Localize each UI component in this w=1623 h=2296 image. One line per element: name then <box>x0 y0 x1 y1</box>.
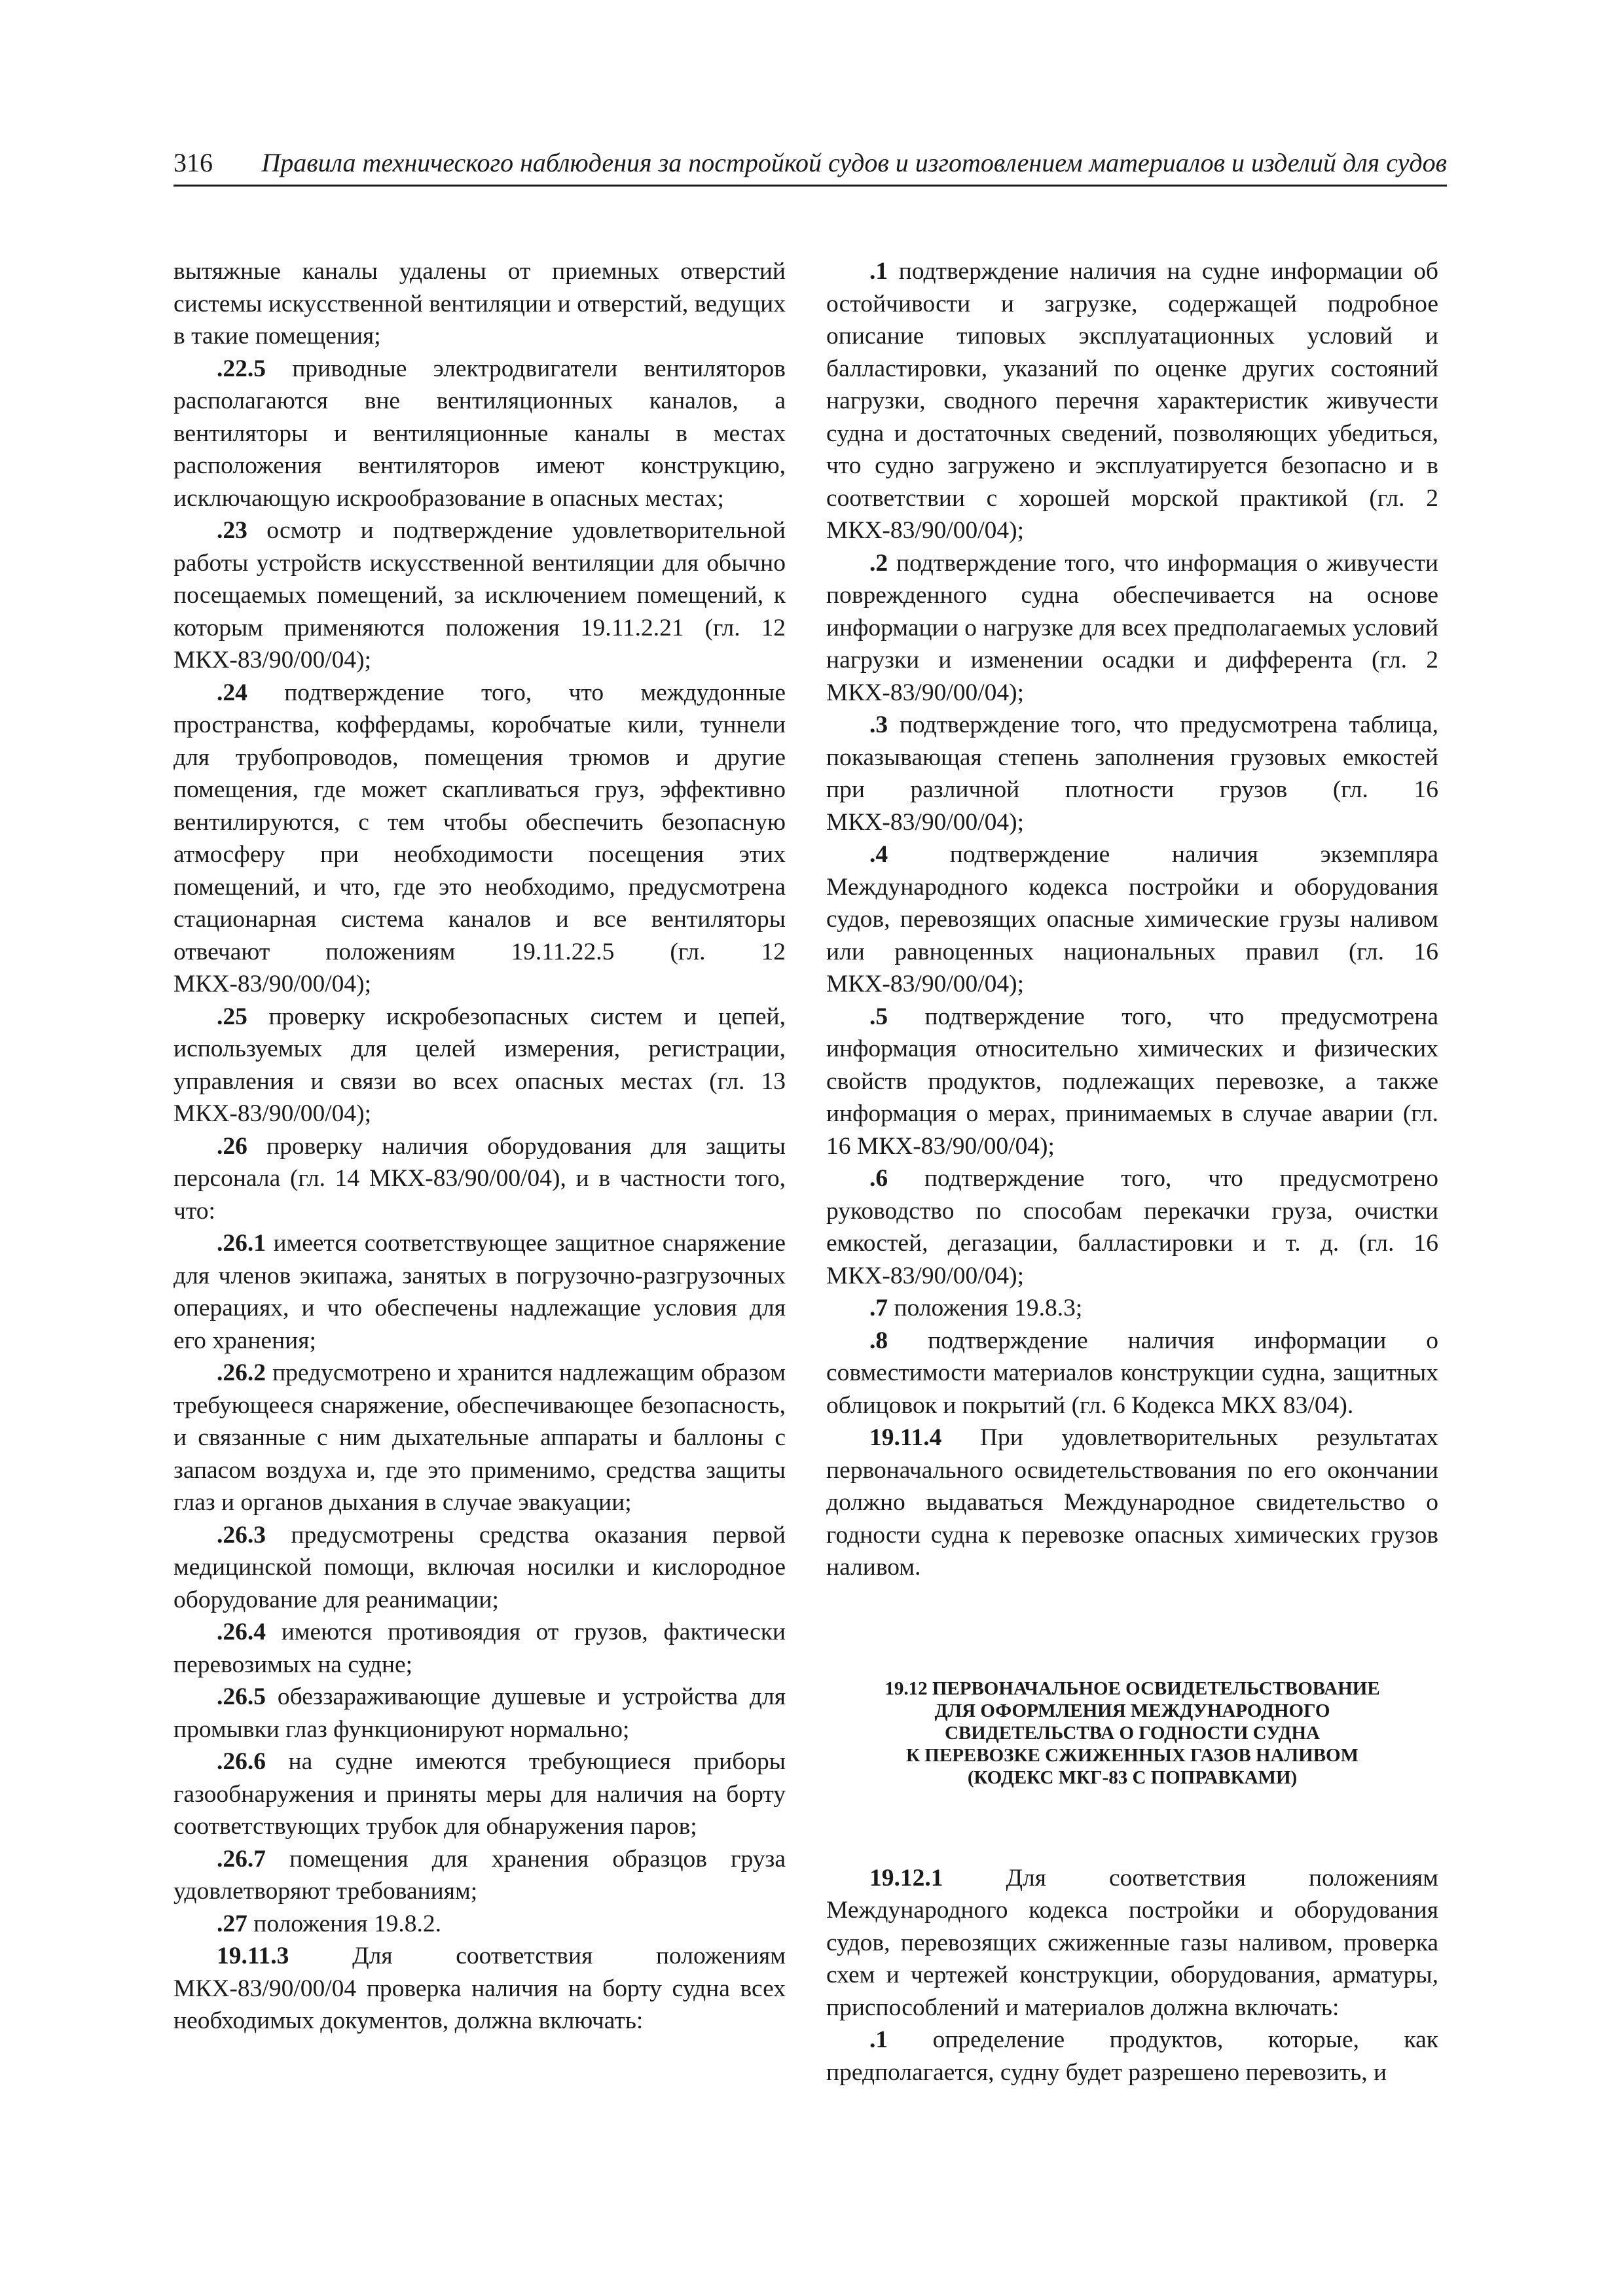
paragraph <box>826 547 1438 709</box>
paragraph-number: .7 <box>869 1295 888 1321</box>
paragraph-number: .1 <box>869 258 888 285</box>
paragraph-text: имеются противоядия от грузов, фактически перевозимых на судне; <box>173 1619 786 1678</box>
paragraph-text: имеется соответствующее защитное снаряжение для членов экипажа, занятых в погрузочно-разгрузочных операциях, и что обеспечены надлежащие условия для его хранения; <box>173 1230 786 1354</box>
paragraph-number: .2 <box>869 549 888 577</box>
paragraph <box>173 255 786 353</box>
paragraph-text: подтверждение того, что предусмотрена информация относительно химических и физических свойств продуктов, подлежащих перевозке, а также информация о мерах, принимаемых в случае аварии (гл. 16 МКХ-83/90/00/04); <box>826 1003 1438 1160</box>
paragraph <box>826 1292 1438 1325</box>
section-heading-line: (КОДЕКС МКГ-83 С ПОПРАВКАМИ) <box>967 1767 1298 1788</box>
paragraph-number: .26.2 <box>217 1359 266 1386</box>
paragraph-number: .26.1 <box>217 1230 266 1257</box>
paragraph-text: вытяжные каналы удалены от приемных отверстий системы искусственной вентиляции и отверстий, ведущих в такие помещения; <box>173 258 786 350</box>
paragraph <box>826 1422 1438 1584</box>
paragraph-text: подтверждение наличия информации о совместимости материалов конструкции судна, защитных облицовок и покрытий (гл. 6 Кодекса МКХ 83/04). <box>826 1327 1438 1419</box>
paragraph <box>173 353 786 515</box>
paragraph <box>173 1746 786 1843</box>
paragraph-number: .26.4 <box>217 1619 266 1645</box>
paragraph-text: подтверждение того, что предусмотрена таблица, показывающая степень заполнения грузовых емкостей при различной плотности грузов (гл. 16 МКХ-83/90/00/04); <box>826 711 1438 836</box>
paragraph <box>826 838 1438 1001</box>
paragraph <box>173 1227 786 1357</box>
paragraph-number: 19.11.3 <box>217 1943 289 1969</box>
page-header <box>173 145 1447 187</box>
paragraph <box>173 1001 786 1130</box>
paragraph-text: подтверждение того, что предусмотрено руководство по способам перекачки груза, очистки емкостей, дегазации, балластировки и т. д. (гл. 16 МКХ-83/90/00/04); <box>826 1165 1438 1289</box>
paragraph-number: .1 <box>869 2026 888 2053</box>
paragraph-number: .6 <box>869 1165 888 1192</box>
paragraph-number: .26 <box>217 1132 247 1160</box>
section-heading-line: К ПЕРЕВОЗКЕ СЖИЖЕННЫХ ГАЗОВ НАЛИВОМ <box>906 1744 1359 1766</box>
left-column <box>173 255 786 2037</box>
section-heading-line: ДЛЯ ОФОРМЛЕНИЯ МЕЖДУНАРОДНОГО <box>934 1700 1330 1721</box>
paragraph <box>173 1908 786 1941</box>
paragraph <box>826 1862 1438 2024</box>
paragraph-text: проверку наличия оборудования для защиты персонала (гл. 14 МКХ-83/90/00/04), и в частности того, что: <box>173 1132 786 1225</box>
paragraph <box>826 1325 1438 1422</box>
paragraph-text: подтверждение того, что информация о живучести поврежденного судна обеспечивается на основе информации о нагрузке для всех предполагаемых условий нагрузки и изменении осадки и дифферента (гл. 2 МКХ-83/90/00/04); <box>826 549 1438 706</box>
section-heading-line: СВИДЕТЕЛЬСТВА О ГОДНОСТИ СУДНА <box>944 1722 1321 1744</box>
running-title: Правила технического наблюдения за постройкой судов и изготовлением материалов и изделий для судов <box>261 148 1447 177</box>
paragraph-number: .26.6 <box>217 1748 266 1775</box>
right-column <box>826 255 1438 2089</box>
paragraph <box>826 1001 1438 1163</box>
paragraph-text: Для соответствия положениям Международного кодекса постройки и оборудования судов, перевозящих сжиженные газы наливом, проверка схем и чертежей конструкции, оборудования, арматуры, приспособлений и материалов должна включать: <box>826 1864 1438 2021</box>
paragraph <box>826 709 1438 838</box>
paragraph-text: определение продуктов, которые, как предполагается, судну будет разрешено перевозить, и <box>826 2026 1438 2086</box>
paragraph-text: осмотр и подтверждение удовлетворительной работы устройств искусственной вентиляции для обычно посещаемых помещений, за исключением помещений, к которым применяются положения 19.11.2.21 (гл. 12 МКХ-83/90/00/04); <box>173 517 786 673</box>
paragraph <box>173 1940 786 2037</box>
paragraph-number: 19.12.1 <box>869 1864 943 1892</box>
paragraph-text: помещения для хранения образцов груза удовлетворяют требованиям; <box>173 1845 786 1905</box>
section-heading-line: 19.12 ПЕРВОНАЧАЛЬНОЕ ОСВИДЕТЕЛЬСТВОВАНИЕ <box>884 1677 1380 1699</box>
paragraph-text: подтверждение наличия на судне информации об остойчивости и загрузке, содержащей подробное описание типовых эксплуатационных условий и балластировки, указаний по оценке других состояний нагрузки, сводного перечня характеристик живучести судна и достаточных сведений, позволяющих убедиться, что судно загружено и эксплуатируется безопасно и в соответствии с хорошей морской практикой (гл. 2 МКХ-83/90/00/04); <box>826 258 1438 544</box>
paragraph-text: При удовлетворительных результатах первоначального освидетельствования по его окончании должно выдаваться Международное свидетельство о годности судна к перевозке опасных химических грузов наливом. <box>826 1424 1438 1581</box>
paragraph <box>173 1681 786 1746</box>
paragraph <box>173 1616 786 1681</box>
paragraph-number: .25 <box>217 1003 247 1030</box>
paragraph-text: подтверждение наличия экземпляра Международного кодекса постройки и оборудования судов, перевозящих опасные химические грузы наливом или равноценных национальных правил (гл. 16 МКХ-83/90/00/04); <box>826 841 1438 997</box>
paragraph <box>173 1357 786 1519</box>
paragraph-text: положения 19.8.2. <box>247 1910 442 1937</box>
paragraph-number: .4 <box>869 841 888 868</box>
paragraph-number: .24 <box>217 679 247 706</box>
paragraph <box>826 2024 1438 2089</box>
paragraph-text: приводные электродвигатели вентиляторов располагаются вне вентиляционных каналов, а вентиляторы и вентиляционные каналы в местах расположения вентиляторов имеют конструкцию, исключающую искрообразование в опасных местах; <box>173 355 786 512</box>
paragraph <box>173 1519 786 1617</box>
paragraph-text: подтверждение того, что междудонные пространства, коффердамы, коробчатые кили, туннели для трубопроводов, помещения трюмов и другие помещения, где может скапливаться груз, эффективно вентилируются, с тем чтобы обеспечить безопасную атмосферу при необходимости посещения этих помещений, и что, где это необходимо, предусмотрена стационарная система каналов и все вентиляторы отвечают положениям 19.11.22.5 (гл. 12 МКХ-83/90/00/04); <box>173 679 786 997</box>
paragraph-text: положения 19.8.3; <box>888 1295 1083 1321</box>
paragraph <box>173 1843 786 1908</box>
paragraph-text: обеззараживающие душевые и устройства для промывки глаз функционируют нормально; <box>173 1683 786 1743</box>
paragraph-number: .23 <box>217 517 247 544</box>
paragraph-number: .22.5 <box>217 355 266 382</box>
paragraph-text: на судне имеются требующиеся приборы газообнаружения и приняты меры для наличия на борту соответствующих трубок для обнаружения паров; <box>173 1748 786 1840</box>
paragraph-text: предусмотрено и хранится надлежащим образом требующееся снаряжение, обеспечивающее безопасность, и связанные с ним дыхательные аппараты и баллоны с запасом воздуха и, где это применимо, средства защиты глаз и органов дыхания в случае эвакуации; <box>173 1359 786 1516</box>
paragraph <box>826 255 1438 547</box>
paragraph-number: .27 <box>217 1910 247 1937</box>
page-number: 316 <box>173 148 213 177</box>
paragraph-number: .8 <box>869 1327 888 1354</box>
paragraph-number: 19.11.4 <box>869 1424 942 1451</box>
paragraph <box>173 514 786 677</box>
paragraph-number: .26.5 <box>217 1683 266 1710</box>
paragraph-text: предусмотрены средства оказания первой медицинской помощи, включая носилки и кислородное оборудование для реанимации; <box>173 1521 786 1613</box>
paragraph-number: .5 <box>869 1003 888 1030</box>
paragraph-text: проверку искробезопасных систем и цепей, используемых для целей измерения, регистрации, управления и связи во всех опасных местах (гл. 13 МКХ-83/90/00/04); <box>173 1003 786 1127</box>
paragraph-text: Для соответствия положениям МКХ-83/90/00/04 проверка наличия на борту судна всех необходимых документов, должна включать: <box>173 1943 786 2034</box>
paragraph-number: .26.3 <box>217 1521 266 1549</box>
paragraph-number: .3 <box>869 711 888 738</box>
paragraph-number: .26.7 <box>217 1845 266 1873</box>
paragraph <box>173 1130 786 1228</box>
section-heading <box>826 1677 1438 1789</box>
paragraph <box>173 677 786 1001</box>
paragraph <box>826 1162 1438 1292</box>
